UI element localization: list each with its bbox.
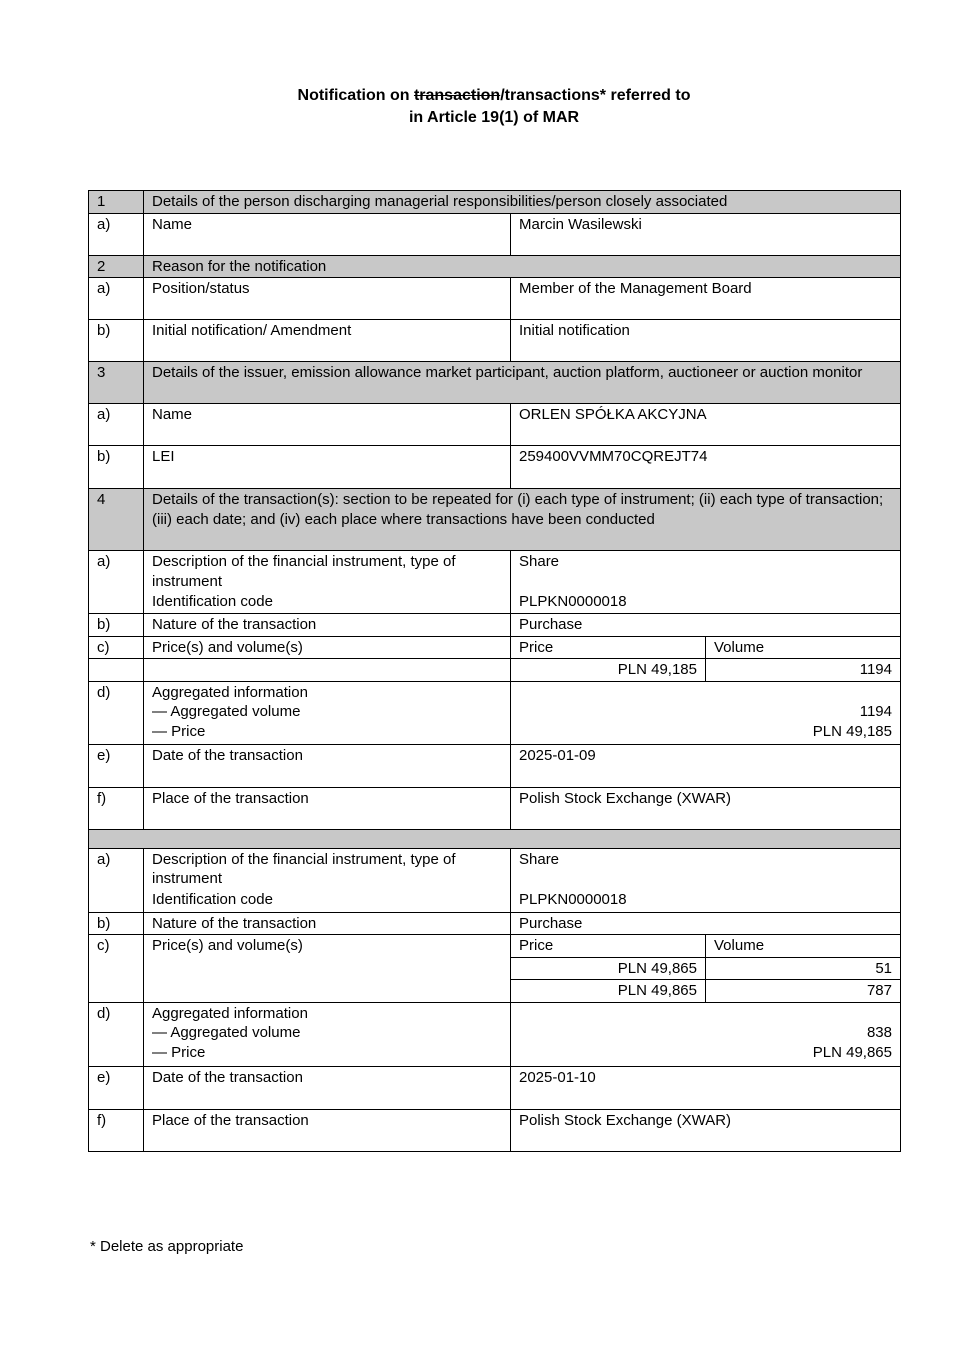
- identification-code-label: Identification code: [152, 890, 273, 908]
- row-date-1: [89, 744, 901, 787]
- volume-value: 787: [706, 980, 901, 1003]
- item-value: 259400VVMM70CQREJT74: [511, 446, 901, 489]
- volume-column-header: Volume: [706, 636, 901, 659]
- item-value: [511, 848, 901, 912]
- instrument-label-main: Description of the financial instrument, type of instrument: [152, 553, 456, 590]
- section-heading: Details of the transaction(s): section to be repeated for (i) each type of instrument; (ii) each type of transaction; (iii) each date; and (iv) each place where transactions have been conducted: [144, 489, 901, 551]
- notification-table: [88, 190, 901, 1152]
- identification-code-value: PLPKN0000018: [519, 593, 627, 610]
- row-place-1: [89, 787, 901, 829]
- item-value: [511, 551, 901, 614]
- block-separator-row: [89, 829, 901, 848]
- item-key: b): [89, 912, 144, 935]
- row-aggregated-1: [89, 681, 901, 744]
- instrument-label-main: Description of the financial instrument, type of instrument: [152, 850, 456, 887]
- separator-cell: [89, 829, 901, 848]
- price-value: PLN 49,185: [511, 659, 706, 682]
- aggregated-price-value: PLN 49,865: [812, 1043, 892, 1061]
- item-label: Place of the transaction: [144, 787, 511, 829]
- section-number: 2: [89, 255, 144, 278]
- identification-code-label: Identification code: [152, 593, 273, 610]
- document-title: [88, 85, 900, 129]
- aggregated-volume-label: — Aggregated volume: [152, 703, 301, 720]
- section-heading: Reason for the notification: [144, 255, 901, 278]
- spacer: [519, 1004, 892, 1024]
- item-key: b): [89, 446, 144, 489]
- section-heading: Details of the issuer, emission allowance market participant, auction platform, auctioneer or auction monitor: [144, 362, 901, 404]
- item-label: LEI: [144, 446, 511, 489]
- title-line-1: [88, 85, 900, 107]
- item-label: Nature of the transaction: [144, 614, 511, 637]
- item-value: Purchase: [511, 614, 901, 637]
- row-price-volume-header-1: [89, 636, 901, 659]
- price-value: PLN 49,865: [511, 957, 706, 980]
- section-heading: Details of the person discharging managerial responsibilities/person closely associated: [144, 191, 901, 214]
- section-2-header-row: [89, 255, 901, 278]
- item-key: c): [89, 636, 144, 659]
- item-key: f): [89, 787, 144, 829]
- item-label: [144, 551, 511, 614]
- row-aggregated-2: [89, 1002, 901, 1066]
- volume-value: 51: [706, 957, 901, 980]
- aggregated-price-value: PLN 49,185: [812, 722, 892, 740]
- title-suffix: /transactions* referred to: [500, 87, 691, 104]
- item-key: f): [89, 1109, 144, 1151]
- volume-value: 1194: [706, 659, 901, 682]
- aggregated-volume-label: — Aggregated volume: [152, 1024, 301, 1041]
- item-value: Marcin Wasilewski: [511, 213, 901, 255]
- item-label: Date of the transaction: [144, 744, 511, 787]
- aggregated-price-label: — Price: [152, 722, 206, 740]
- row-position-status: [89, 278, 901, 320]
- volume-column-header: Volume: [706, 935, 901, 958]
- price-value: PLN 49,865: [511, 980, 706, 1003]
- title-prefix: Notification on: [297, 87, 414, 104]
- item-key: c): [89, 935, 144, 1003]
- item-key: e): [89, 1066, 144, 1109]
- aggregated-info-label: Aggregated information: [152, 1004, 308, 1022]
- row-date-2: [89, 1066, 901, 1109]
- row-person-name: [89, 213, 901, 255]
- row-place-2: [89, 1109, 901, 1151]
- aggregated-info-label: Aggregated information: [152, 683, 308, 701]
- item-key: e): [89, 744, 144, 787]
- item-label: Price(s) and volume(s): [144, 636, 511, 659]
- aggregated-price-label: — Price: [152, 1043, 206, 1061]
- item-value: Member of the Management Board: [511, 278, 901, 320]
- price-column-header: Price: [511, 935, 706, 958]
- item-label: Position/status: [144, 278, 511, 320]
- item-label: Name: [144, 404, 511, 446]
- delete-as-appropriate-footnote: * Delete as appropriate: [90, 1238, 244, 1255]
- identification-code-value: PLPKN0000018: [519, 890, 627, 908]
- price-column-header: Price: [511, 636, 706, 659]
- item-label: Place of the transaction: [144, 1109, 511, 1151]
- item-label: Initial notification/ Amendment: [144, 320, 511, 362]
- section-number: 3: [89, 362, 144, 404]
- item-key: a): [89, 848, 144, 912]
- spacer: [519, 683, 892, 703]
- instrument-type-value: Share: [519, 850, 560, 868]
- item-key: b): [89, 320, 144, 362]
- row-issuer-name: [89, 404, 901, 446]
- item-value: Initial notification: [511, 320, 901, 362]
- item-label: Date of the transaction: [144, 1066, 511, 1109]
- item-value: [511, 681, 901, 744]
- item-key: a): [89, 404, 144, 446]
- item-key: b): [89, 614, 144, 637]
- empty-cell: [144, 659, 511, 682]
- item-label: [144, 848, 511, 912]
- empty-cell: [89, 659, 144, 682]
- section-number: 1: [89, 191, 144, 214]
- item-label: Name: [144, 213, 511, 255]
- row-price-volume-header-2: [89, 935, 901, 958]
- section-4-header-row: [89, 489, 901, 551]
- row-nature-1: [89, 614, 901, 637]
- item-label: [144, 1002, 511, 1066]
- section-3-header-row: [89, 362, 901, 404]
- item-label: Nature of the transaction: [144, 912, 511, 935]
- instrument-type-value: Share: [519, 553, 560, 570]
- item-key: d): [89, 681, 144, 744]
- section-number: 4: [89, 489, 144, 551]
- item-value: 2025-01-09: [511, 744, 901, 787]
- item-label: [144, 681, 511, 744]
- title-struck-word: transaction: [413, 87, 501, 104]
- item-key: a): [89, 278, 144, 320]
- aggregated-volume-value: 1194: [859, 703, 892, 720]
- row-instrument-description-2: [89, 848, 901, 912]
- item-key: a): [89, 213, 144, 255]
- item-key: d): [89, 1002, 144, 1066]
- title-line-2: in Article 19(1) of MAR: [408, 109, 580, 126]
- row-nature-2: [89, 912, 901, 935]
- section-1-header-row: [89, 191, 901, 214]
- item-key: a): [89, 551, 144, 614]
- item-value: Purchase: [511, 912, 901, 935]
- row-initial-notification: [89, 320, 901, 362]
- item-value: Polish Stock Exchange (XWAR): [511, 787, 901, 829]
- row-lei: [89, 446, 901, 489]
- item-label: Price(s) and volume(s): [144, 935, 511, 1003]
- aggregated-volume-value: 838: [866, 1024, 892, 1041]
- item-value: [511, 1002, 901, 1066]
- row-instrument-description-1: [89, 551, 901, 614]
- item-value: ORLEN SPÓŁKA AKCYJNA: [511, 404, 901, 446]
- row-price-volume-value-1: [89, 659, 901, 682]
- item-value: 2025-01-10: [511, 1066, 901, 1109]
- item-value: Polish Stock Exchange (XWAR): [511, 1109, 901, 1151]
